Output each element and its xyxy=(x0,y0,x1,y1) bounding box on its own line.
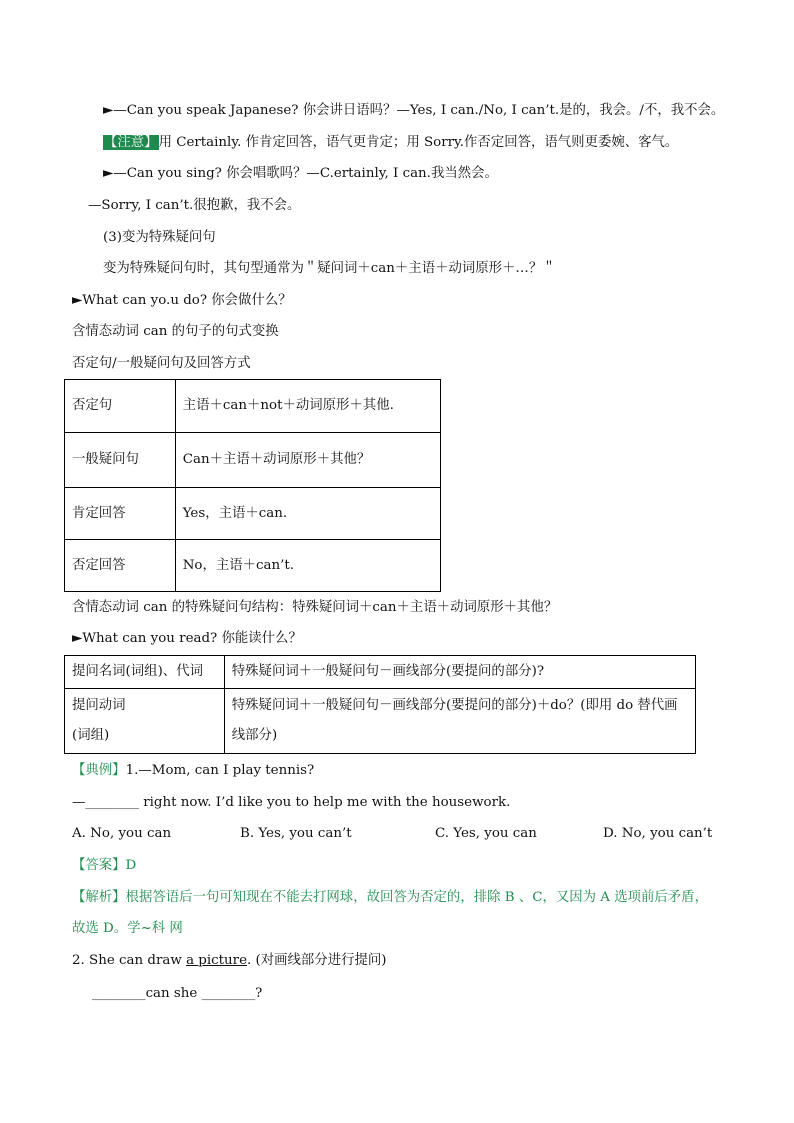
table-cell: 肯定回答 xyxy=(65,488,176,540)
option-c: C. Yes, you can xyxy=(435,826,537,841)
table-cell: 特殊疑问词＋一般疑问句－画线部分(要提问的部分)? xyxy=(224,656,695,689)
note-text: 用 Certainly. 作肯定回答，语气更肯定；用 Sorry.作否定回答，语气则更委婉、客气。 xyxy=(158,135,679,150)
note-tag: 【注意】 xyxy=(104,135,158,150)
line-8: 含情态动词 can 的句子的句式变换 xyxy=(72,324,279,339)
note-line xyxy=(103,134,678,152)
example-tag: 【典例】 xyxy=(72,763,126,778)
table-row xyxy=(65,488,441,540)
table-row xyxy=(65,540,441,592)
cell-line: 提问动词 xyxy=(72,698,126,713)
cell-line: 线部分) xyxy=(231,728,278,743)
q2-prefix: 2. She can draw xyxy=(72,953,187,968)
table-row xyxy=(65,656,696,689)
question-2-line-2: ________can she ________? xyxy=(92,986,263,1001)
table-cell: 否定句 xyxy=(65,380,176,433)
example-question: 1.—Mom, can I play tennis? xyxy=(125,763,315,778)
table-cell: No，主语＋can’t. xyxy=(175,540,440,592)
table-row xyxy=(65,433,441,488)
table-cell: 提问名词(词组)、代词 xyxy=(65,656,225,689)
table-cell: 一般疑问句 xyxy=(65,433,176,488)
table-cell: Can＋主语＋动词原形＋其他？ xyxy=(175,433,440,488)
table-cell: 否定回答 xyxy=(65,540,176,592)
line-4: —Sorry, I can’t.很抱歉，我不会。 xyxy=(88,198,301,213)
form-table xyxy=(64,379,441,592)
example-line-2: —________ right now. I’d like you to help me with the housework. xyxy=(72,795,511,810)
line-11: ►What can you read? 你能读什么？ xyxy=(72,631,302,646)
question-2 xyxy=(72,952,386,970)
analysis-line-1: 【解析】根据答语后一句可知现在不能去打网球，故回答为否定的，排除 B 、C，又因为 A 选项前后矛盾， xyxy=(72,890,708,905)
answer-line: 【答案】D xyxy=(72,858,137,873)
table-cell xyxy=(224,689,695,754)
example-line xyxy=(72,762,314,780)
line-7: ►What can yo.u do? 你会做什么？ xyxy=(72,293,292,308)
table-row xyxy=(65,380,441,433)
table-cell: Yes，主语＋can. xyxy=(175,488,440,540)
analysis-line-2: 故选 D。学~科 网 xyxy=(72,921,183,936)
line-9: 否定句/一般疑问句及回答方式 xyxy=(72,356,251,371)
option-d: D. No, you can’t xyxy=(603,826,713,841)
option-b: B. Yes, you can’t xyxy=(240,826,352,841)
cell-line: (词组) xyxy=(72,728,110,743)
option-a: A. No, you can xyxy=(72,826,172,841)
line-5: (3)变为特殊疑问句 xyxy=(103,230,216,245)
table-cell xyxy=(65,689,225,754)
table-cell: 主语＋can＋not＋动词原形＋其他. xyxy=(175,380,440,433)
line-1: ►—Can you speak Japanese? 你会讲日语吗？—Yes, I can./No, I can’t.是的，我会。/不，我不会。 xyxy=(103,103,725,118)
q2-underlined: a picture xyxy=(186,953,247,968)
question-table xyxy=(64,655,696,754)
line-3: ►—Can you sing? 你会唱歌吗？—C.ertainly, I can.我当然会。 xyxy=(103,166,498,181)
line-10: 含情态动词 can 的特殊疑问句结构：特殊疑问词＋can＋主语＋动词原形＋其他？ xyxy=(72,600,558,615)
line-6: 变为特殊疑问句时，其句型通常为＂疑问词＋can＋主语＋动词原形＋…？＂ xyxy=(103,261,556,276)
cell-line: 特殊疑问词＋一般疑问句－画线部分(要提问的部分)＋do？(即用 do 替代画 xyxy=(231,698,678,713)
table-row xyxy=(65,689,696,754)
q2-suffix: . (对画线部分进行提问) xyxy=(247,953,387,968)
